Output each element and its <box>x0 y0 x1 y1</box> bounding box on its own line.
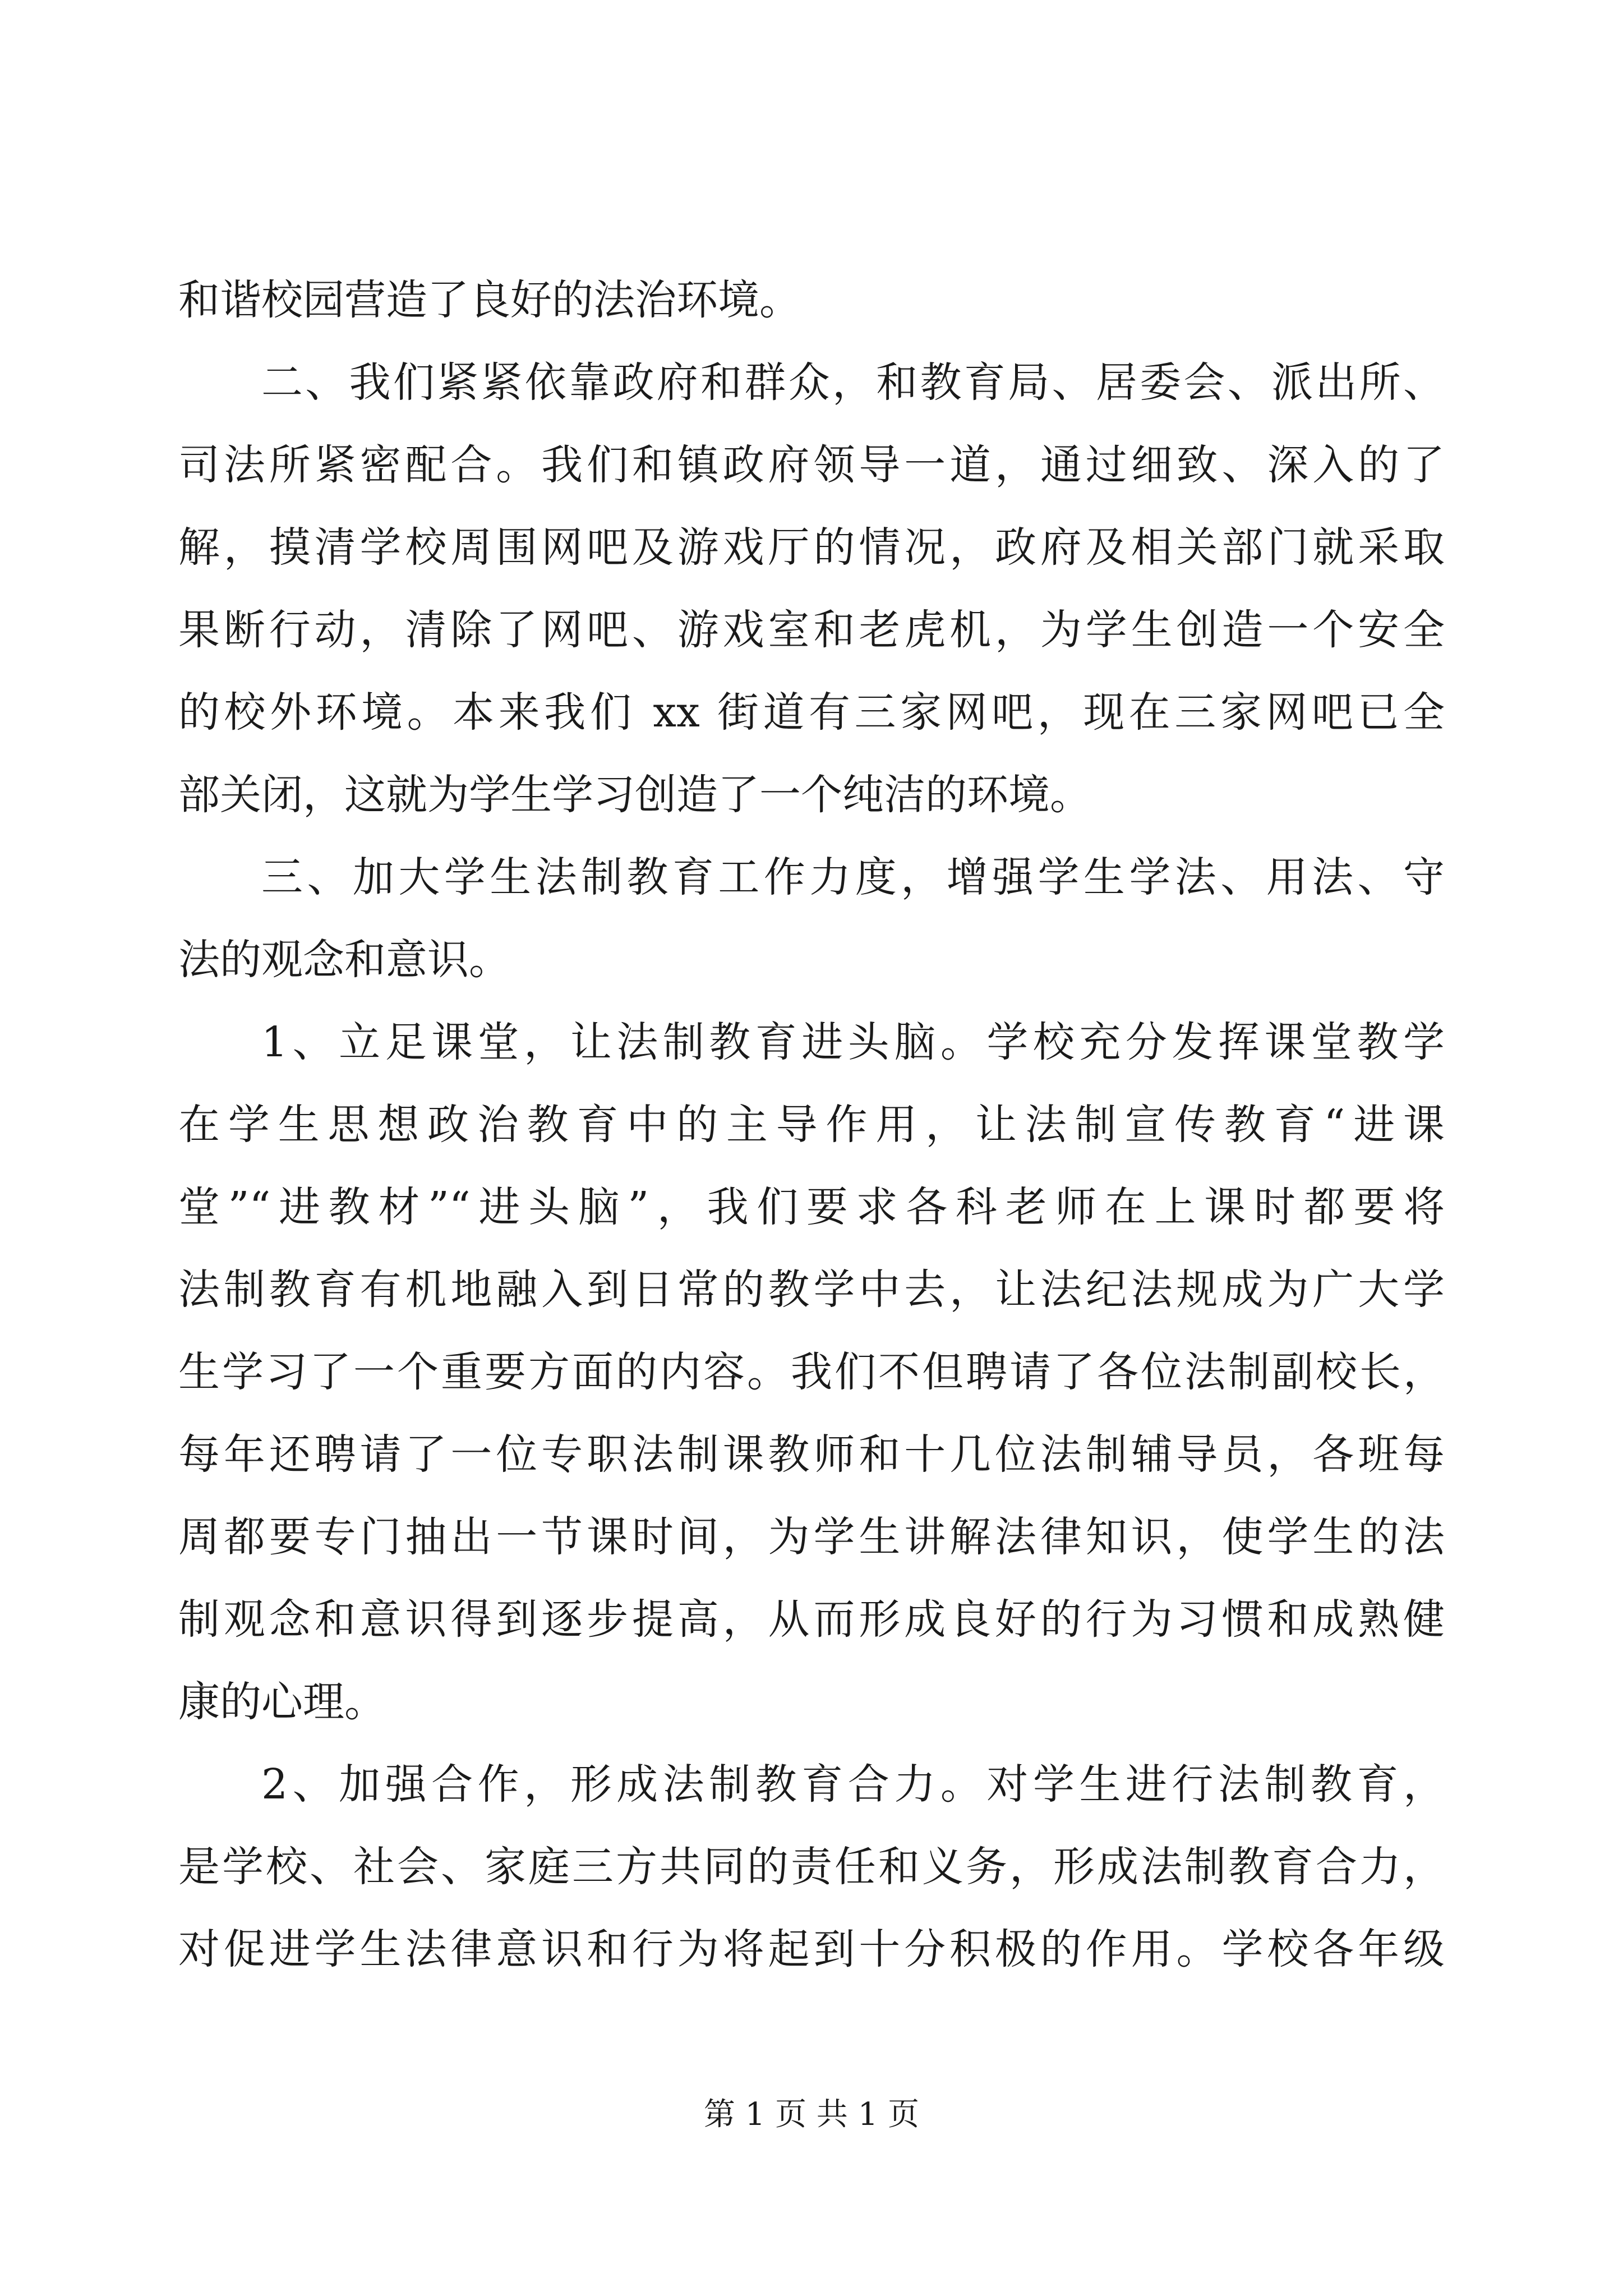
text-line: 法的观念和意识。 <box>178 936 510 984</box>
text-line: 1、立足课堂，让法制教育进头脑。学校充分发挥课堂教学 <box>261 1018 1445 1066</box>
text-line: 和谐校园营造了良好的法治环境。 <box>178 276 801 324</box>
text-line: 部关闭，这就为学生学习创造了一个纯洁的环境。 <box>178 771 1091 819</box>
text-line: 周都要专门抽出一节课时间，为学生讲解法律知识，使学生的法 <box>178 1513 1445 1561</box>
text-line: 是学校、社会、家庭三方共同的责任和义务，形成法制教育合力， <box>178 1843 1445 1891</box>
text-line: 三、加大学生法制教育工作力度，增强学生学法、用法、守 <box>261 853 1445 901</box>
text-line: 果断行动，清除了网吧、游戏室和老虎机，为学生创造一个安全 <box>178 606 1445 654</box>
text-line: 每年还聘请了一位专职法制课教师和十几位法制辅导员，各班每 <box>178 1430 1445 1479</box>
text-line: 司法所紧密配合。我们和镇政府领导一道，通过细致、深入的了 <box>178 441 1445 489</box>
text-line: 法制教育有机地融入到日常的教学中去，让法纪法规成为广大学 <box>178 1266 1445 1314</box>
text-line: 的校外环境。本来我们 xx 街道有三家网吧，现在三家网吧已全 <box>178 688 1445 737</box>
text-line: 在学生思想政治教育中的主导作用，让法制宣传教育“进课 <box>178 1101 1445 1149</box>
text-line: 堂”“进教材”“进头脑”，我们要求各科老师在上课时都要将 <box>178 1183 1445 1231</box>
text-line: 制观念和意识得到逐步提高，从而形成良好的行为习惯和成熟健 <box>178 1595 1445 1644</box>
text-line: 二、我们紧紧依靠政府和群众，和教育局、居委会、派出所、 <box>261 358 1445 407</box>
page-footer <box>0 2095 1623 2134</box>
text-line: 解，摸清学校周围网吧及游戏厅的情况，政府及相关部门就采取 <box>178 523 1445 572</box>
text-line: 生学习了一个重要方面的内容。我们不但聘请了各位法制副校长， <box>178 1348 1445 1396</box>
text-line: 康的心理。 <box>178 1678 386 1726</box>
page-number: 第 1 页 共 1 页 <box>703 2096 920 2133</box>
document-body <box>178 259 1445 1991</box>
text-line: 对促进学生法律意识和行为将起到十分积极的作用。学校各年级 <box>178 1925 1445 1973</box>
text-line: 2、加强合作，形成法制教育合力。对学生进行法制教育， <box>261 1760 1445 1809</box>
